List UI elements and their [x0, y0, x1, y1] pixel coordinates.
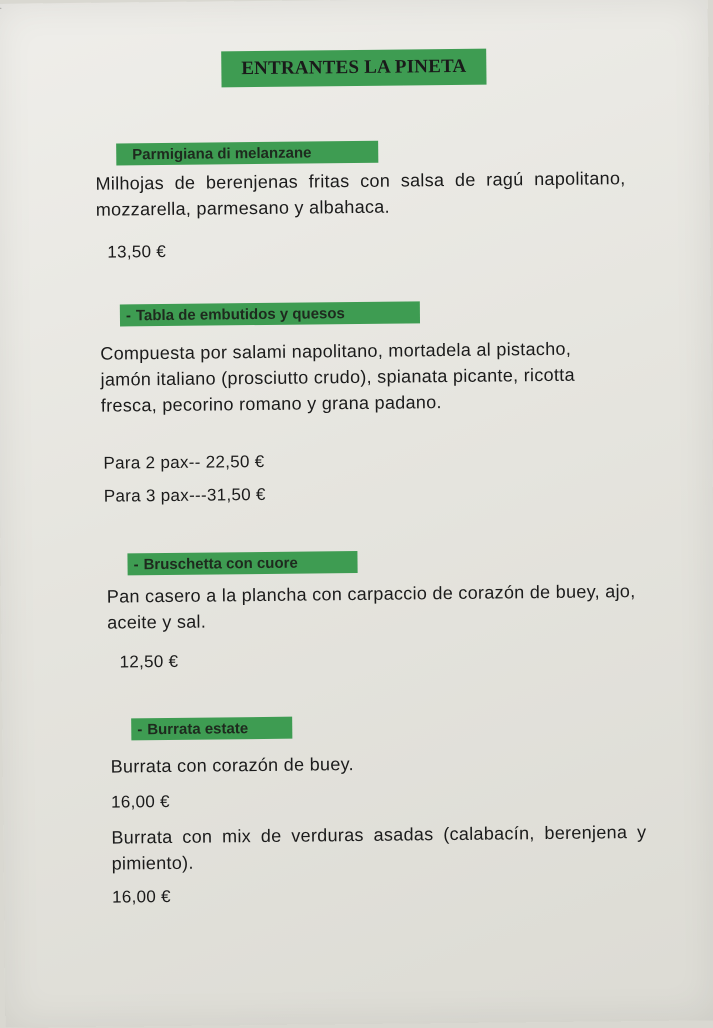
heading-bullet: -	[133, 555, 139, 573]
heading-bullet	[122, 146, 132, 163]
section-heading-tabla	[120, 301, 420, 326]
price-burrata-buey: 16,00 €	[110, 791, 170, 812]
price-bruschetta: 12,50 €	[119, 651, 179, 672]
section-description-tabla: Compuesta por salami napolitano, mortadela al pistacho, jamón italiano (prosciutto crudo), spianata picante, ricotta fresca, pecorino romano y grana padano.	[100, 338, 575, 416]
section-heading-label: Burrata estate	[147, 719, 249, 738]
price-parmigiana: 13,50 €	[107, 241, 167, 262]
section-heading-bruschetta	[127, 551, 357, 575]
price-burrata-verduras: 16,00 €	[111, 886, 171, 907]
section-heading-parmigiana	[116, 141, 378, 166]
section-description-bruschetta: Pan casero a la plancha con carpaccio de corazón de buey, ajo, aceite y sal.	[106, 581, 636, 633]
section-heading-label: Bruschetta con cuore	[143, 554, 298, 573]
page-title: ENTRANTES LA PINETA	[241, 55, 467, 80]
section-heading-burrata	[131, 717, 292, 741]
section-description-parmigiana: Milhojas de berenjenas fritas con salsa de ragú napolitano, mozzarella, parmesano y albahaca.	[95, 168, 626, 220]
section-heading-label: Parmigiana di melanzane	[132, 143, 312, 163]
corner-scribble: ~	[0, 5, 2, 12]
price-tabla-2-pax: Para 2 pax-- 22,50 €	[103, 451, 265, 473]
section-heading-label: Tabla de embutidos y quesos	[135, 304, 345, 324]
heading-bullet: -	[137, 720, 143, 738]
page-title-banner	[221, 49, 486, 88]
price-tabla-3-pax: Para 3 pax---31,50 €	[103, 484, 266, 506]
heading-bullet: -	[125, 306, 132, 324]
item-description-burrata-verduras: Burrata con mix de verduras asadas (calabacín, berenjena y pimiento).	[111, 821, 647, 874]
item-description-burrata-buey: Burrata con corazón de buey.	[110, 754, 354, 777]
